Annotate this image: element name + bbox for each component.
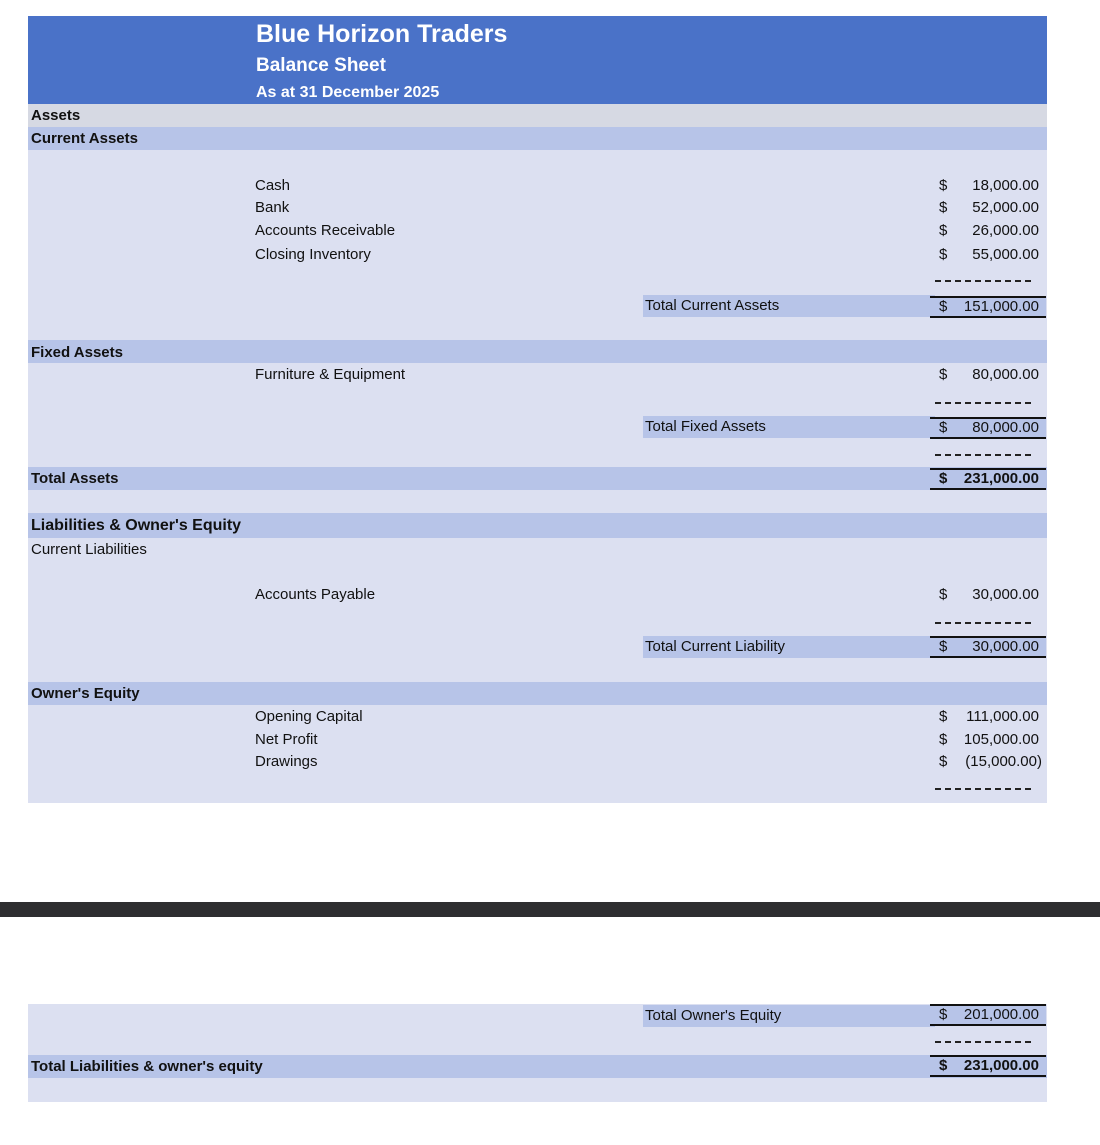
- amount-value: 52,000.00: [972, 199, 1039, 216]
- fixed-assets-band: [28, 340, 1047, 363]
- statement-date: As at 31 December 2025: [256, 84, 440, 101]
- line-item-amount: [930, 245, 1043, 265]
- subtotal-rule: [935, 280, 1031, 282]
- total-owners-equity-label: Total Owner's Equity: [643, 1005, 935, 1027]
- total-liabilities-equity-amount: [930, 1055, 1046, 1077]
- liabilities-heading: Liabilities & Owner's Equity: [31, 517, 242, 534]
- subtotal-rule: [935, 1041, 1031, 1043]
- currency-symbol: $: [939, 366, 948, 383]
- line-item-label: Cash: [255, 177, 291, 194]
- currency-symbol: $: [939, 419, 948, 436]
- line-item-label: Closing Inventory: [255, 246, 371, 263]
- amount-value: 105,000.00: [963, 731, 1039, 748]
- current-liabilities-heading: Current Liabilities: [31, 541, 147, 558]
- total-current-liability-label: Total Current Liability: [643, 636, 935, 658]
- currency-symbol: $: [939, 246, 948, 263]
- subtotal-rule: [935, 788, 1031, 790]
- amount-value: 80,000.00: [972, 419, 1039, 436]
- line-item-label: Furniture & Equipment: [255, 366, 406, 383]
- amount-value: (15,000.00): [965, 753, 1042, 770]
- currency-symbol: $: [939, 298, 948, 315]
- currency-symbol: $: [939, 1057, 948, 1074]
- total-fixed-assets-label: Total Fixed Assets: [643, 416, 935, 438]
- currency-symbol: $: [939, 199, 948, 216]
- amount-value: 111,000.00: [966, 708, 1039, 725]
- total-current-liability-amount: [930, 636, 1046, 658]
- assets-band: [28, 104, 1047, 127]
- total-assets-amount: [930, 468, 1046, 490]
- currency-symbol: $: [939, 1006, 948, 1023]
- amount-value: 26,000.00: [972, 222, 1039, 239]
- current-assets-heading: Current Assets: [31, 130, 138, 147]
- line-item-amount: [930, 221, 1043, 241]
- currency-symbol: $: [939, 638, 948, 655]
- assets-heading: Assets: [31, 107, 81, 124]
- currency-symbol: $: [939, 708, 948, 725]
- total-liabilities-equity-label: Total Liabilities & owner's equity: [31, 1058, 263, 1075]
- line-item-amount: [930, 198, 1043, 218]
- company-name: Blue Horizon Traders: [256, 20, 508, 48]
- line-item-amount: [930, 707, 1043, 727]
- statement-title: Balance Sheet: [256, 55, 386, 76]
- line-item-amount: [930, 730, 1043, 750]
- amount-value: 151,000.00: [963, 298, 1039, 315]
- currency-symbol: $: [939, 586, 948, 603]
- fixed-assets-heading: Fixed Assets: [31, 344, 123, 361]
- current-assets-band: [28, 127, 1047, 150]
- line-item-amount: [930, 365, 1043, 385]
- currency-symbol: $: [939, 470, 948, 487]
- amount-value: 201,000.00: [963, 1006, 1039, 1023]
- total-current-assets-label: Total Current Assets: [643, 295, 935, 317]
- report-header: [28, 16, 1047, 104]
- line-item-label: Net Profit: [255, 731, 318, 748]
- amount-value: 30,000.00: [972, 586, 1039, 603]
- line-item-amount: [930, 176, 1043, 196]
- amount-value: 30,000.00: [972, 638, 1039, 655]
- amount-value: 55,000.00: [972, 246, 1039, 263]
- currency-symbol: $: [939, 753, 948, 770]
- line-item-label: Drawings: [255, 753, 318, 770]
- amount-value: 231,000.00: [963, 470, 1039, 487]
- line-item-amount: [930, 585, 1043, 605]
- total-current-assets-amount: [930, 296, 1046, 318]
- amount-value: 18,000.00: [972, 177, 1039, 194]
- subtotal-rule: [935, 454, 1031, 456]
- subtotal-rule: [935, 402, 1031, 404]
- amount-value: 80,000.00: [972, 366, 1039, 383]
- line-item-label: Bank: [255, 199, 290, 216]
- total-fixed-assets-amount: [930, 417, 1046, 439]
- currency-symbol: $: [939, 177, 948, 194]
- line-item-amount: [930, 752, 1043, 772]
- line-item-label: Opening Capital: [255, 708, 363, 725]
- amount-value: 231,000.00: [963, 1057, 1039, 1074]
- subtotal-rule: [935, 622, 1031, 624]
- total-owners-equity-amount: [930, 1004, 1046, 1026]
- owners-equity-heading: Owner's Equity: [31, 685, 140, 702]
- line-item-label: Accounts Payable: [255, 586, 376, 603]
- currency-symbol: $: [939, 731, 948, 748]
- currency-symbol: $: [939, 222, 948, 239]
- total-assets-band: [28, 467, 1047, 490]
- page-break-bar: [0, 902, 1100, 917]
- line-item-label: Accounts Receivable: [255, 222, 396, 239]
- owners-equity-band: [28, 682, 1047, 705]
- total-assets-label: Total Assets: [31, 470, 119, 487]
